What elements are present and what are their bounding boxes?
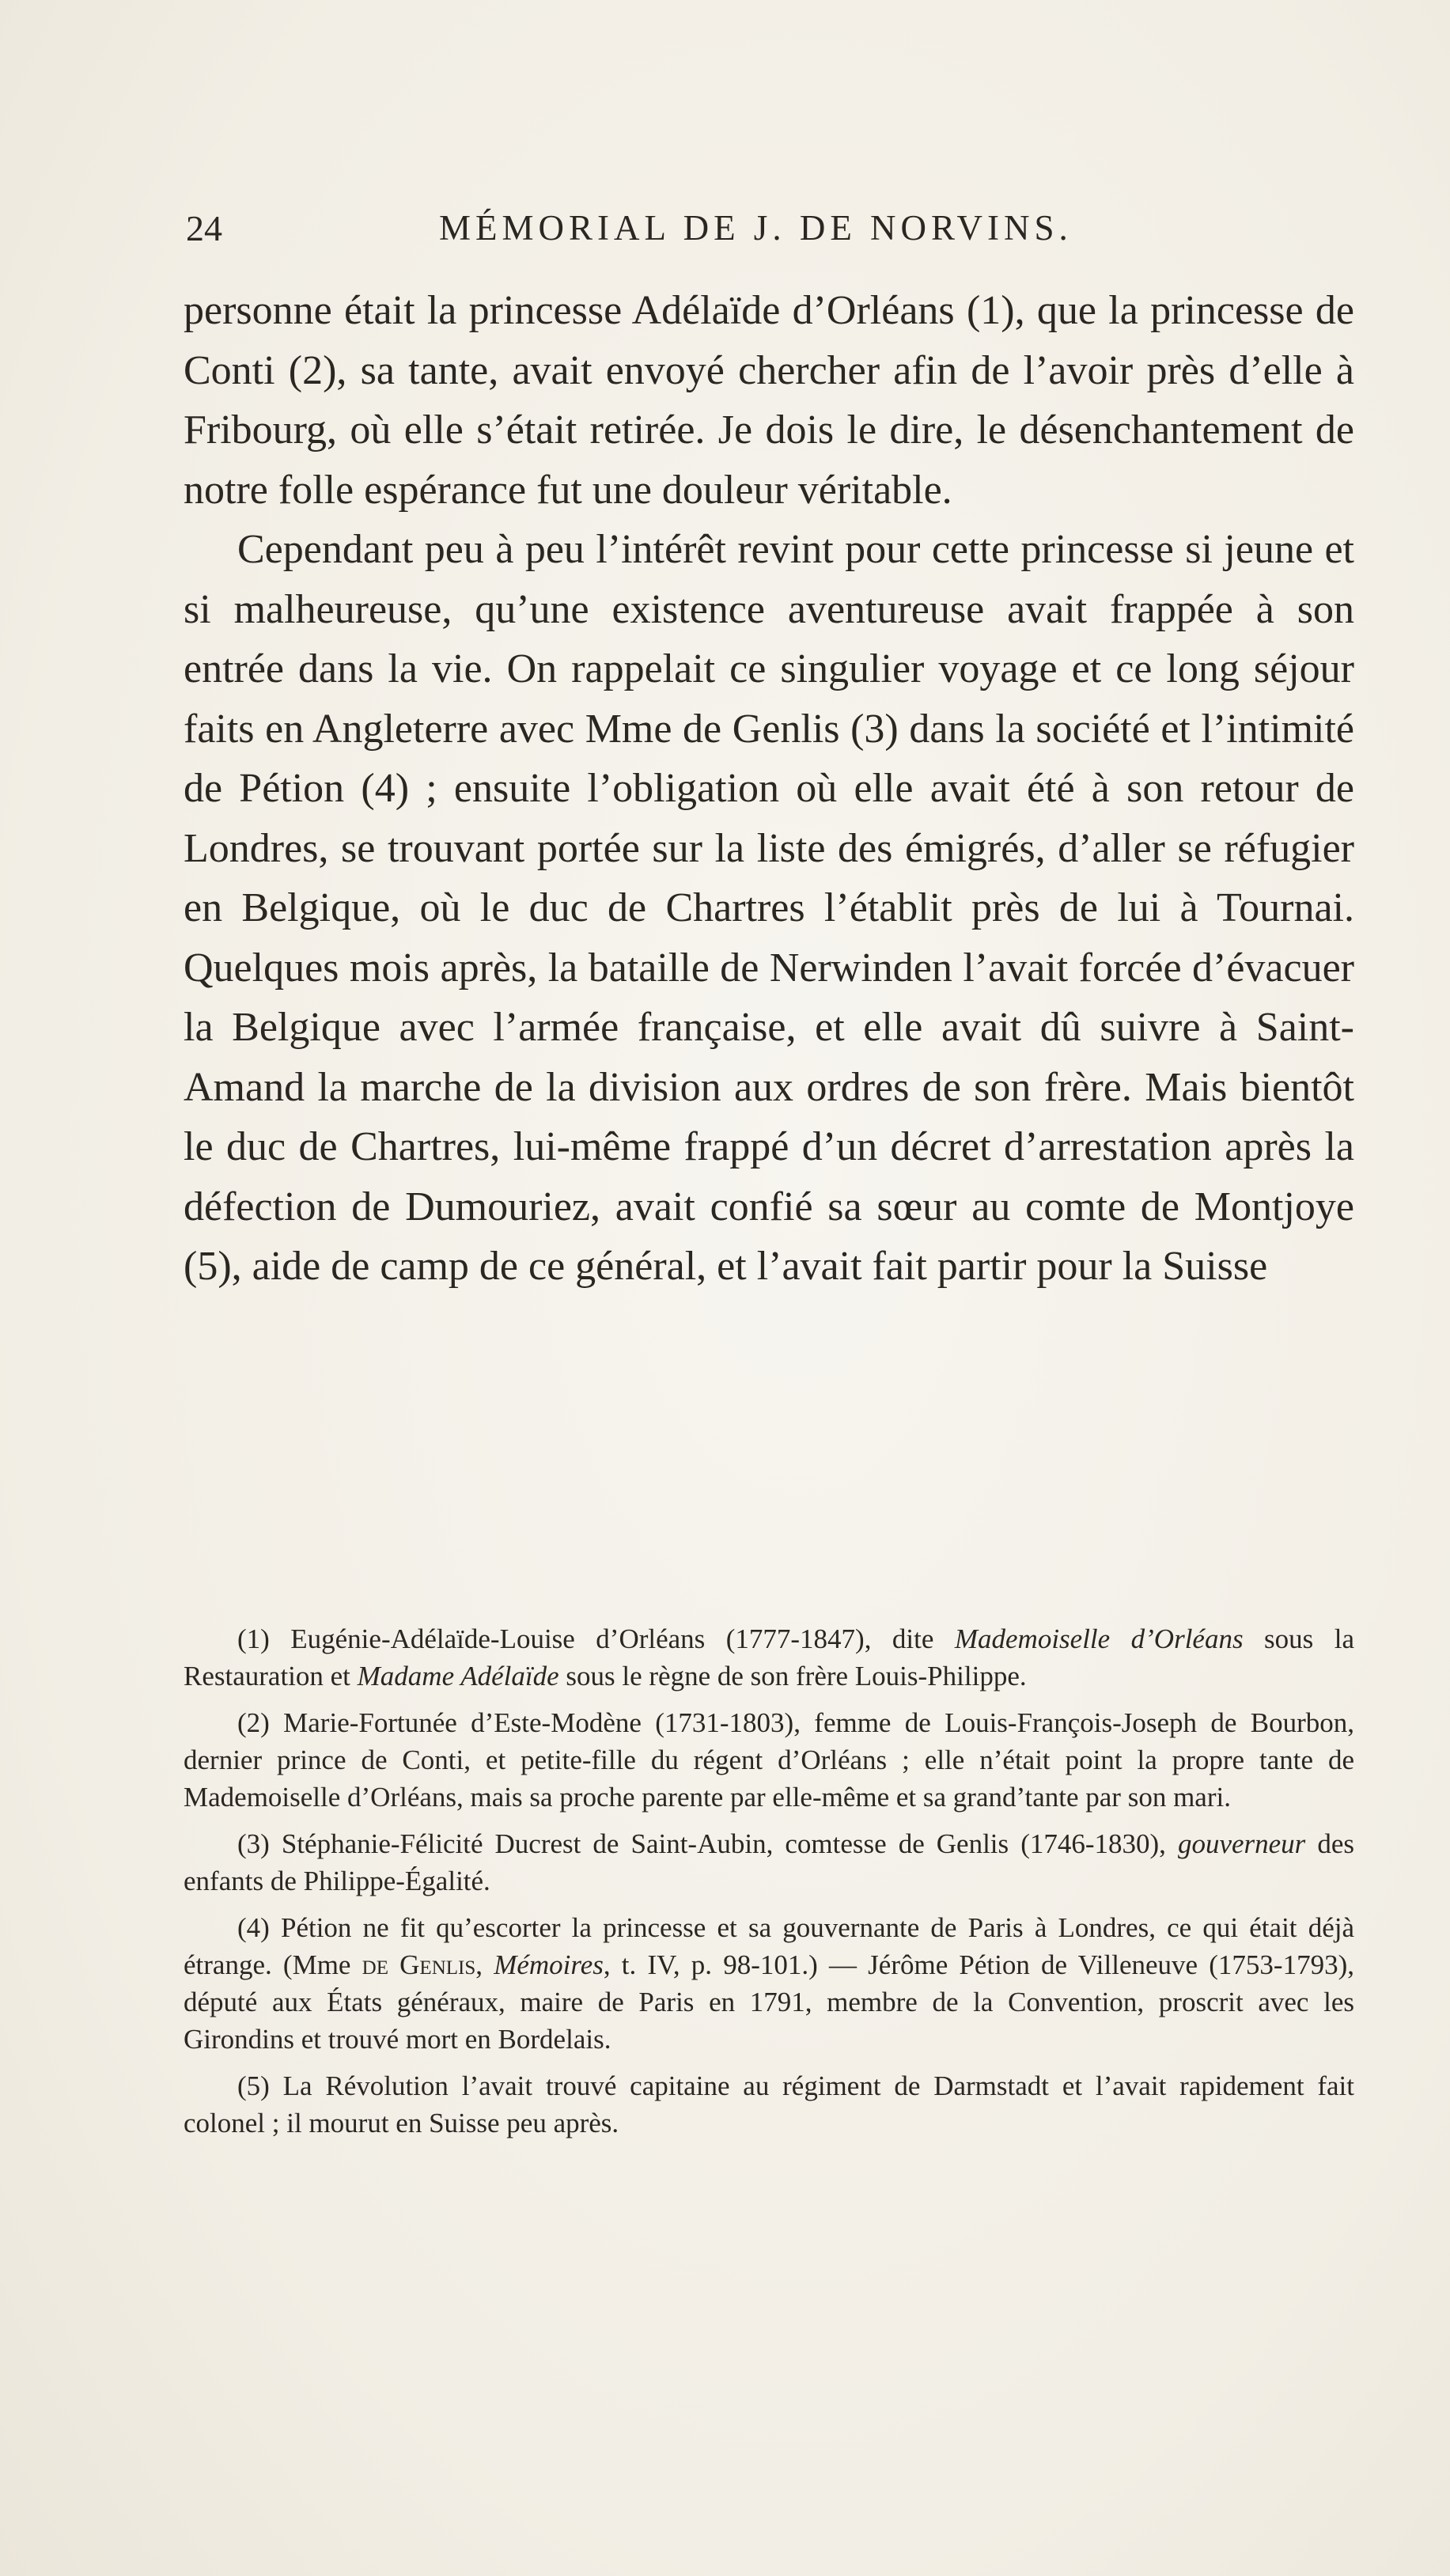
paragraph-1: personne était la princesse Adélaïde d’Orléans (1), que la princesse de Conti (2), sa tante, avait envoyé chercher afin de l’avoir près d’elle à Fribourg, où elle s’était retirée. Je dois le dire, le désenchantement de notre folle espérance fut une douleur véritable.	[184, 288, 1354, 513]
footnote-2-text: Marie-Fortunée d’Este-Modène (1731-1803), femme de Louis-François-Joseph de Bourbon, dernier prince de Conti, et petite-fille du régent d’Orléans ; elle n’était point la propre tante de Mademoiselle d’Orléans, mais sa proche parente par elle-même et sa grand’tante par son mari.	[184, 1707, 1354, 1813]
footnote-5	[184, 2067, 1354, 2142]
footnote-4-italic-a: Mémoires	[494, 1949, 604, 1980]
footnote-4-text-b: ,	[475, 1949, 494, 1980]
footnote-3	[184, 1825, 1354, 1900]
footnote-5-mark: (5)	[237, 2070, 270, 2101]
footnote-4-text-a: Pétion ne fit qu’escorter la princesse et sa gouvernante de Paris à Londres, ce qui était déjà étrange. (Mme	[184, 1912, 1354, 1980]
page-number: 24	[186, 208, 222, 248]
footnote-3-text-b: des enfants de Philippe-Égalité.	[184, 1828, 1355, 1896]
footnote-2	[184, 1704, 1354, 1816]
footnote-1-text-c: sous le règne de son frère Louis-Philippe.	[558, 1661, 1027, 1691]
main-text	[184, 281, 1354, 1297]
footnote-3-text-a: Stéphanie-Félicité Ducrest de Saint-Aubin, comtesse de Genlis (1746-1830),	[269, 1828, 1178, 1859]
footnote-1	[184, 1620, 1354, 1695]
footnote-3-italic-a: gouverneur	[1177, 1828, 1306, 1859]
footnote-2-mark: (2)	[237, 1707, 270, 1738]
footnote-4	[184, 1909, 1354, 2058]
footnote-4-text-c: , t. IV, p. 98-101.) — Jérôme Pétion de Villeneuve (1753-1793), député aux États généraux, maire de Paris en 1791, membre de la Convention, proscrit avec les Girondins et trouvé mort en Bordelais.	[184, 1949, 1354, 2055]
running-head	[186, 207, 1355, 263]
footnote-4-mark: (4)	[237, 1912, 270, 1943]
footnote-1-italic-b: Madame Adélaïde	[357, 1661, 559, 1691]
footnote-4-smallcaps-a: de Genlis	[362, 1949, 476, 1980]
footnote-5-text: La Révolution l’avait trouvé capitaine au régiment de Darmstadt et l’avait rapidement fait colonel ; il mourut en Suisse peu après.	[184, 2070, 1354, 2138]
footnote-1-text-a: Eugénie-Adélaïde-Louise d’Orléans (1777-1847), dite	[269, 1623, 955, 1654]
footnote-1-mark: (1)	[237, 1623, 270, 1654]
footnotes	[184, 1620, 1354, 2151]
running-title: MÉMORIAL DE J. DE NORVINS.	[439, 208, 1073, 248]
footnote-3-mark: (3)	[237, 1828, 270, 1859]
footnote-1-italic-a: Mademoiselle d’Orléans	[954, 1623, 1244, 1654]
paragraph-2: Cependant peu à peu l’intérêt revint pour cette princesse si jeune et si malheureuse, qu’une existence aventureuse avait frappée à son entrée dans la vie. On rappelait ce singulier voyage et ce long séjour faits en Angleterre avec Mme de Genlis (3) dans la société et l’intimité de Pétion (4) ; ensuite l’obligation où elle avait été à son retour de Londres, se trouvant portée sur la liste des émigrés, d’aller se réfugier en Belgique, où le duc de Chartres l’établit près de lui à Tournai. Quelques mois après, la bataille de Nerwinden l’avait forcée d’évacuer la Belgique avec l’armée française, et elle avait dû suivre à Saint-Amand la marche de la division aux ordres de son frère. Mais bientôt le duc de Chartres, lui-même frappé d’un décret d’arrestation après la défection de Dumouriez, avait confié sa sœur au comte de Montjoye (5), aide de camp de ce général, et l’avait fait partir pour la Suisse	[184, 527, 1354, 1289]
footnote-1-text-b: sous la Restauration et	[184, 1623, 1354, 1691]
